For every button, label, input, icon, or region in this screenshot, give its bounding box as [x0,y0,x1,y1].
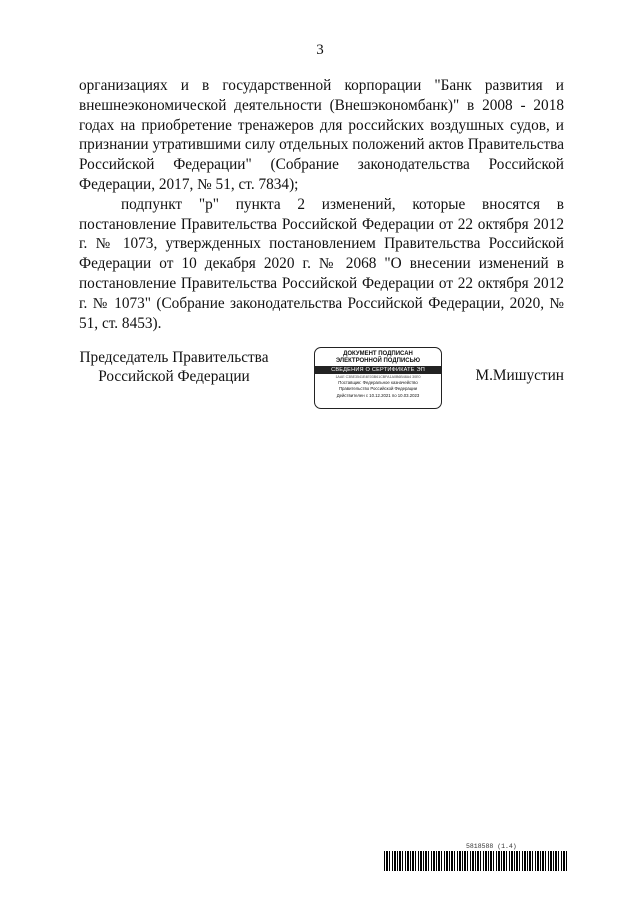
stamp-supplier: Поставщик: Федеральное казначейство [338,380,418,385]
stamp-serial: 1AAE C3BE3541E4E03B61CBFA1A0B6B48A4 30E0 [335,375,421,379]
document-code: 5818588 (1.4) [466,843,517,850]
signatory-title-line2: Российской Федерации [98,368,250,385]
stamp-validity: Действителен с 10.12.2021 по 10.03.2023 [336,392,420,398]
barcode-image [384,851,567,871]
stamp-heading-line2: ЭЛЕКТРОННОЙ ПОДПИСЬЮ [335,358,421,364]
signatory-title [79,348,269,386]
paragraph-continuation: организациях и в государственной корпорации "Банк развития и внешнеэкономической деятельности (Внешэкономбанк)" в 2008 - 2018 годах на приобретение тренажеров для российских воздушных судов, и признании утратившими силу отдельных положений актов Правительства Российской Федерации" (Собрание законодательства Российской Федерации, 2017, № 51, ст. 7834); [79,77,564,193]
paragraph-subpoint: подпункт "р" пункта 2 изменений, которые вносятся в постановление Правительства Российской Федерации от 22 октября 2012 г. № 1073, утвержденных постановлением Правительства Российской Федерации от 10 декабря 2020 г. № 2068 "О внесении изменений в постановление Правительства Российской Федерации от 22 октября 2012 г. № 1073" (Собрание законодательства Российской Федерации, 2020, № 51, ст. 8453). [79,195,564,332]
signer-name: М.Мишустин [475,367,564,384]
signatory-title-line1: Председатель Правительства [79,349,269,366]
stamp-certificate-bar: СВЕДЕНИЯ О СЕРТИФИКАТЕ ЭП [315,366,441,374]
document-body [79,76,564,333]
stamp-owner: Правительство Российской Федерации [338,386,418,392]
page-number: 3 [316,42,324,58]
stamp-heading-line1: ДОКУМЕНТ ПОДПИСАН [343,351,413,357]
electronic-signature-stamp [314,347,442,409]
